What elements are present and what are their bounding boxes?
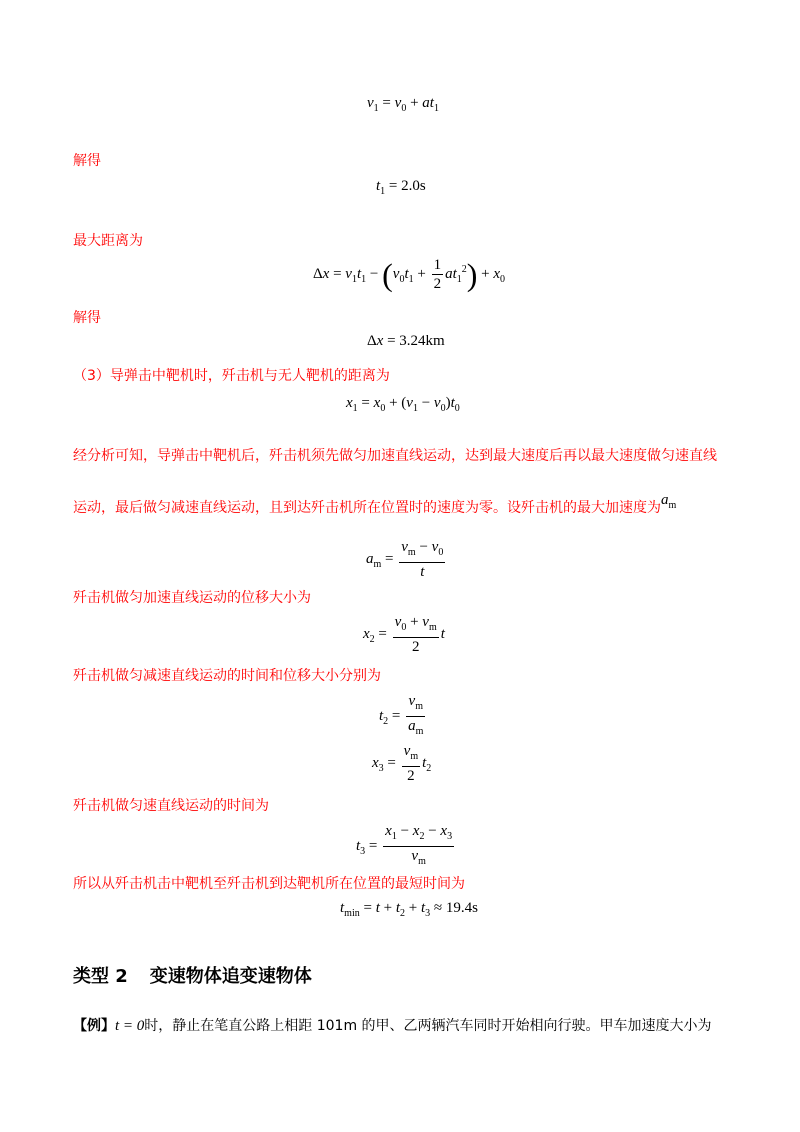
example-bracket: 【例】 bbox=[73, 1018, 115, 1034]
t1-value: 2.0s bbox=[401, 178, 426, 194]
analysis-line-2 bbox=[73, 492, 677, 519]
equation-t1: $t_1 = 2.0s$ bbox=[376, 178, 426, 197]
uniform-time-text: 歼击机做匀速直线运动的时间为 bbox=[73, 798, 269, 814]
analysis-line-1: 经分析可知，导弹击中靶机后，歼击机须先做匀加速直线运动，达到最大速度后再以最大速度做匀速直线 bbox=[73, 448, 717, 464]
section-heading bbox=[73, 962, 312, 988]
tmin-value: 19.4s bbox=[445, 900, 478, 916]
equation-am: $a_m$ = $\frac{v_m - v_0}{t}$ bbox=[366, 539, 444, 580]
part3-text: （3）导弹击中靶机时，歼击机与无人靶机的距离为 bbox=[73, 368, 390, 384]
heading-title: 变速物体追变速物体 bbox=[149, 966, 312, 987]
equation-delta-x-value: Δx = 3.24km bbox=[367, 333, 445, 349]
example-paragraph bbox=[73, 1015, 712, 1035]
max-distance-label: 最大距离为 bbox=[73, 233, 143, 249]
equation-tmin: $t_{min} = t + t_2 + t_3 \approx 19.4s$ bbox=[340, 900, 478, 919]
equation-t2: $t_2$ = $\frac{v_m}{a_m}$ bbox=[379, 693, 424, 737]
equation-delta-x: $\Delta x = v_1t_1 - (v_0t_1$ + $\frac{1}{2}$ $at_1^2) + x_0$ bbox=[313, 256, 506, 293]
jiede-label-1: 解得 bbox=[73, 153, 101, 169]
accel-disp-text: 歼击机做匀加速直线运动的位移大小为 bbox=[73, 590, 311, 606]
equation-v1: $v_1 = v_0 + at_1$ bbox=[367, 95, 439, 114]
jiede-label-2: 解得 bbox=[73, 310, 101, 326]
example-text: 时，静止在笔直公路上相距 101m 的甲、乙两辆汽车同时开始相向行驶。甲车加速度大小为 bbox=[144, 1018, 712, 1034]
example-equation: t = 0 bbox=[115, 1018, 145, 1034]
equation-t3: $t_3$ = $\frac{x_1 - x_2 - x_3}{v_m}$ bbox=[356, 823, 453, 867]
heading-type: 类型 2 bbox=[73, 966, 128, 987]
equation-x1: $x_1 = x_0 + (v_1 - v_0)t_0$ bbox=[346, 395, 460, 414]
dx-value: 3.24km bbox=[399, 333, 445, 349]
conclusion-text: 所以从歼击机击中靶机至歼击机到达靶机所在位置的最短时间为 bbox=[73, 876, 465, 892]
equation-x2: $x_2$ = $\frac{v_0 + v_m}{2}$ t bbox=[363, 614, 445, 655]
equation-x3: $x_3$ = $\frac{v_m}{2}$ $t_2$ bbox=[372, 743, 432, 784]
am-symbol: $a_m$ bbox=[661, 492, 677, 511]
decel-time-text: 歼击机做匀减速直线运动的时间和位移大小分别为 bbox=[73, 668, 381, 684]
analysis-line-2-text: 运动，最后做匀减速直线运动，且到达歼击机所在位置时的速度为零。设歼击机的最大加速度为 bbox=[73, 500, 661, 516]
